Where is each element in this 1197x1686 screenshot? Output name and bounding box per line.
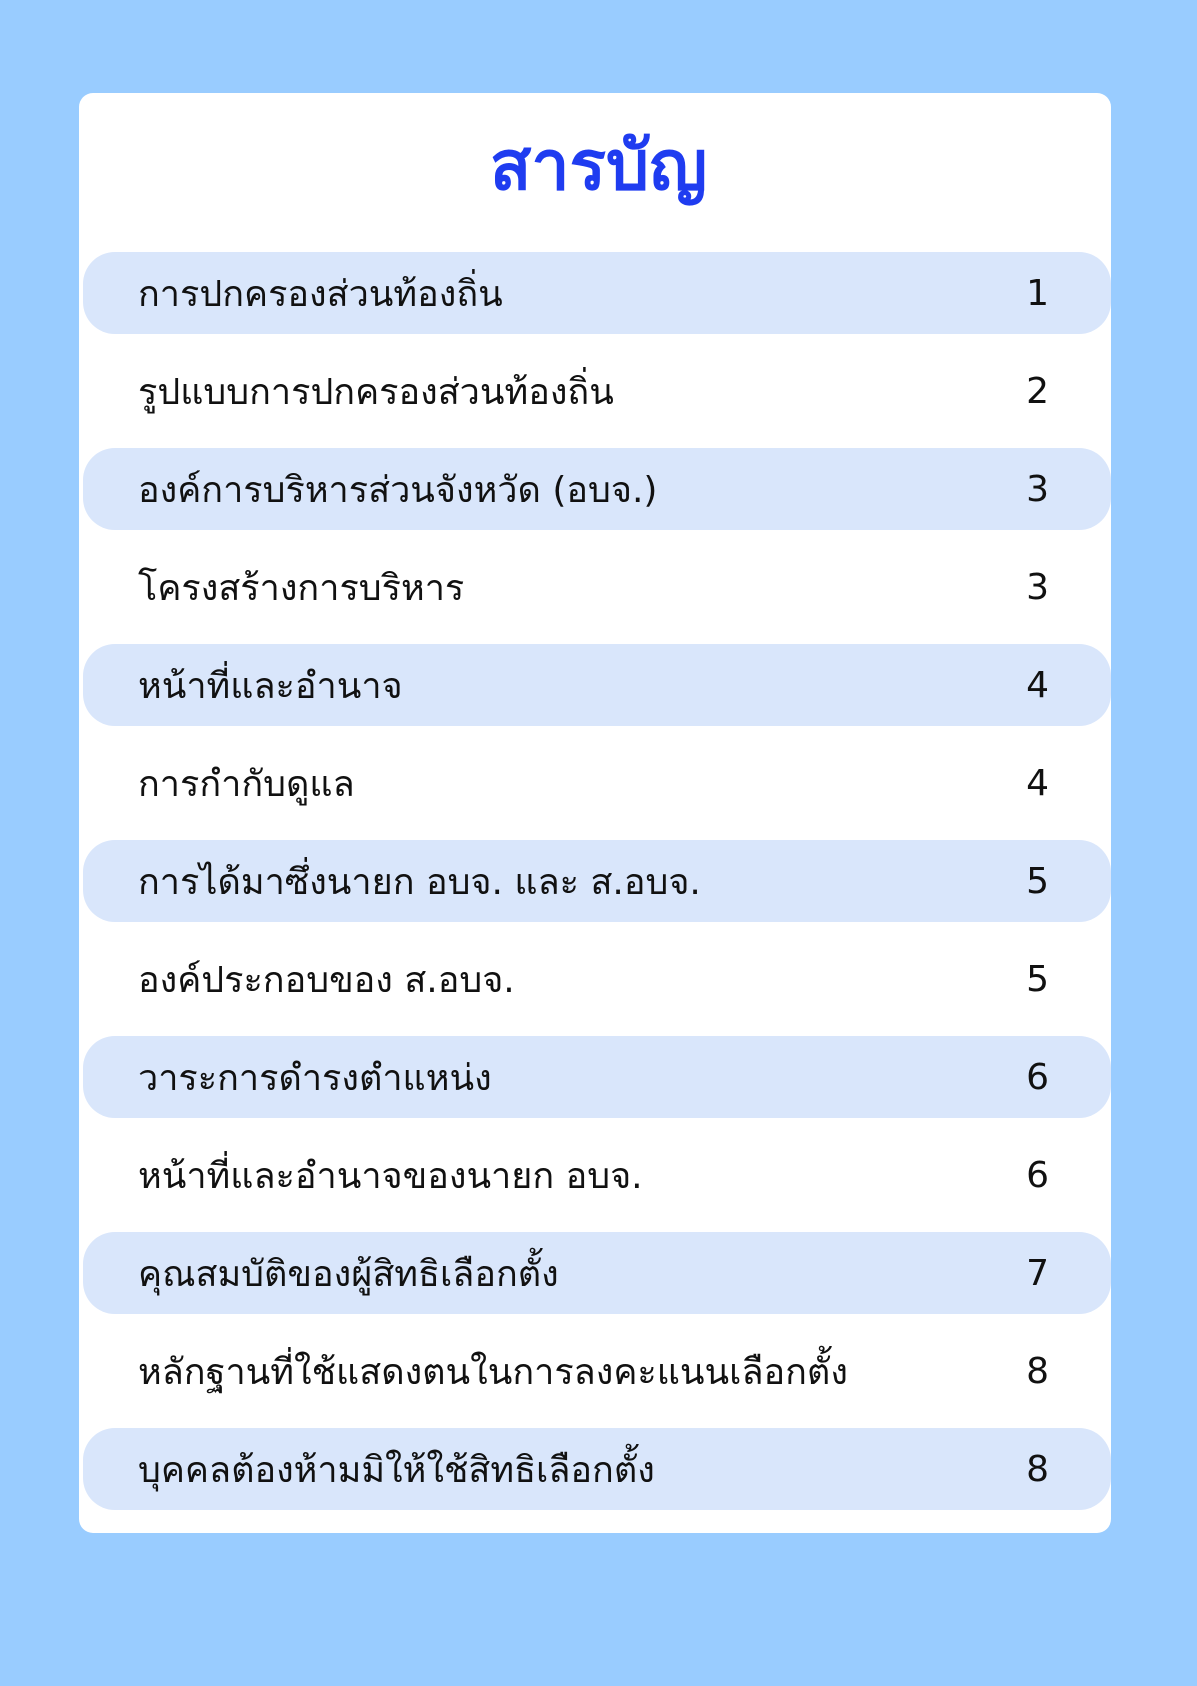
toc-entry-page: 5 [1026,958,1049,1000]
toc-entry[interactable] [83,644,1111,726]
toc-entry-title: หลักฐานที่ใช้แสดงตนในการลงคะแนนเลือกตั้ง [138,1351,848,1393]
toc-entry[interactable] [83,742,1111,824]
toc-entry-page: 3 [1026,468,1049,510]
toc-entry-title: วาระการดำรงตำแหน่ง [138,1057,492,1099]
toc-entry-page: 1 [1026,272,1049,314]
toc-entry-title: องค์ประกอบของ ส.อบจ. [138,959,515,1001]
toc-entry-page: 4 [1026,762,1049,804]
toc-entry-page: 6 [1026,1154,1049,1196]
toc-entry[interactable] [83,448,1111,530]
toc-entry-page: 3 [1026,566,1049,608]
toc-entry[interactable] [83,350,1111,432]
toc-entry-title: โครงสร้างการบริหาร [138,567,465,609]
toc-entry-title: บุคคลต้องห้ามมิให้ใช้สิทธิเลือกตั้ง [138,1449,655,1491]
page-title: สารบัญ [489,127,708,206]
toc-entry[interactable] [83,938,1111,1020]
toc-entry-page: 4 [1026,664,1049,706]
toc-entry-title: การได้มาซึ่งนายก อบจ. และ ส.อบจ. [138,861,701,903]
toc-entry-page: 8 [1026,1350,1049,1392]
toc-entry-title: องค์การบริหารส่วนจังหวัด (อบจ.) [138,469,658,511]
toc-entry-title: รูปแบบการปกครองส่วนท้องถิ่น [138,371,614,413]
toc-entry-page: 8 [1026,1448,1049,1490]
toc-entry[interactable] [83,1428,1111,1510]
toc-entry[interactable] [83,840,1111,922]
toc-entry-title: คุณสมบัติของผู้สิทธิเลือกตั้ง [138,1253,559,1295]
toc-entry-page: 6 [1026,1056,1049,1098]
toc-entry-title: หน้าที่และอำนาจ [138,665,403,707]
toc-entry-page: 5 [1026,860,1049,902]
toc-entry[interactable] [83,252,1111,334]
toc-entry-page: 7 [1026,1252,1049,1294]
toc-entry[interactable] [83,546,1111,628]
toc-entry[interactable] [83,1134,1111,1216]
table-of-contents [83,252,1111,1526]
toc-entry-title: การปกครองส่วนท้องถิ่น [138,273,503,315]
toc-entry-title: หน้าที่และอำนาจของนายก อบจ. [138,1155,643,1197]
toc-entry-page: 2 [1026,370,1049,412]
toc-entry-title: การกำกับดูแล [138,763,355,805]
toc-entry[interactable] [83,1330,1111,1412]
toc-entry[interactable] [83,1036,1111,1118]
toc-entry[interactable] [83,1232,1111,1314]
